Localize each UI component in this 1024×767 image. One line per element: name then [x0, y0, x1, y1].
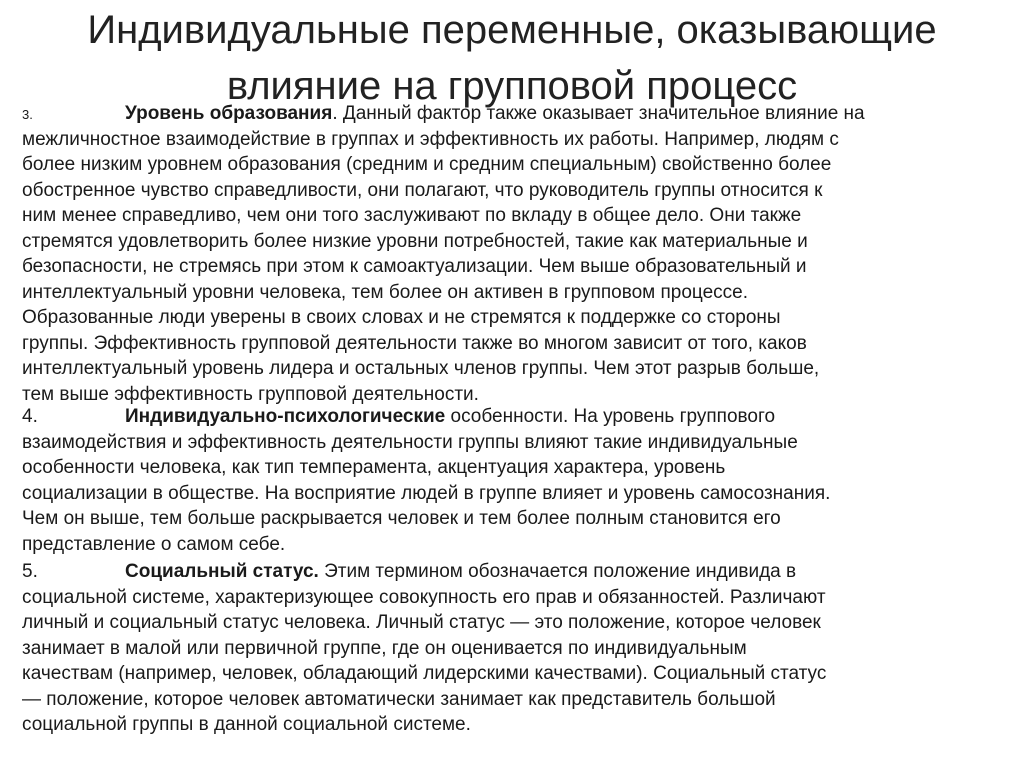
section-5-heading: Социальный статус.	[125, 561, 319, 582]
text-line: качествам (например, человек, обладающий лидерскими качествами). Социальный статус	[22, 663, 827, 684]
section-3-number: 3.	[22, 107, 33, 122]
text-line: социальной системе, характеризующее совокупность его прав и обязанностей. Различают	[22, 586, 826, 608]
text-line: представление о самом себе.	[22, 533, 286, 555]
text-line: личный и социальный статус человека. Личный статус — это положение, которое человек	[22, 612, 821, 633]
text-line: тем выше эффективность групповой деятельности.	[22, 383, 479, 405]
text-line: взаимодействия и эффективность деятельности группы влияют такие индивидуальные	[22, 431, 798, 453]
section-3-intro: . Данный фактор также оказывает значительное влияние на	[332, 103, 865, 124]
section-5	[22, 559, 1024, 738]
section-5-first-line	[22, 559, 1024, 585]
text-line: безопасности, не стремясь при этом к самоактуализации. Чем выше образовательный и	[22, 256, 807, 277]
section-3-first-line	[22, 101, 1024, 127]
section-4-heading: Индивидуально-психологические	[125, 406, 446, 427]
text-line: — положение, которое человек автоматически занимает как представитель большой	[22, 688, 776, 710]
text-line: стремятся удовлетворить более низкие уровни потребностей, такие как материальные и	[22, 230, 808, 252]
slide-title-line-1: Индивидуальные переменные, оказывающие	[87, 8, 937, 52]
slide-title-line-2: влияние на групповой процесс	[226, 64, 798, 108]
text-line: более низким уровнем образования (средним и средним специальным) свойственно более	[22, 154, 832, 175]
text-line: особенности человека, как тип темперамента, акцентуация характера, уровень	[22, 457, 726, 478]
text-line: социализации в обществе. На восприятие людей в группе влияет и уровень самосознания.	[22, 482, 831, 504]
text-line: Чем он выше, тем больше раскрывается человек и тем более полным становится его	[22, 508, 781, 529]
text-line: межличностное взаимодействие в группах и эффективность их работы. Например, людям с	[22, 128, 839, 150]
section-4-intro: особенности. На уровень группового	[445, 406, 776, 427]
slide-title	[0, 2, 1024, 114]
section-5-intro: Этим термином обозначается положение индивида в	[318, 561, 797, 582]
text-line: занимает в малой или первичной группе, где он оценивается по индивидуальным	[22, 637, 747, 659]
text-line: интеллектуальный уровни человека, тем более он активен в групповом процессе.	[22, 281, 748, 303]
section-4	[22, 404, 1024, 557]
text-line: группы. Эффективность групповой деятельности также во многом зависит от того, каков	[22, 332, 807, 354]
section-4-first-line	[22, 404, 1024, 430]
text-line: Образованные люди уверены в своих словах и не стремятся к поддержке со стороны	[22, 307, 781, 328]
text-line: интеллектуальный уровень лидера и остальных членов группы. Чем этот разрыв больше,	[22, 358, 820, 379]
section-5-number: 5.	[22, 561, 38, 582]
section-3-heading: Уровень образования	[125, 103, 333, 124]
section-4-number: 4.	[22, 406, 38, 427]
text-line: ним менее справедливо, чем они того заслуживают по вкладу в общее дело. Они также	[22, 205, 802, 226]
text-line: обостренное чувство справедливости, они полагают, что руководитель группы относится к	[22, 179, 823, 201]
text-line: социальной группы в данной социальной системе.	[22, 714, 471, 735]
section-3	[22, 101, 1024, 407]
